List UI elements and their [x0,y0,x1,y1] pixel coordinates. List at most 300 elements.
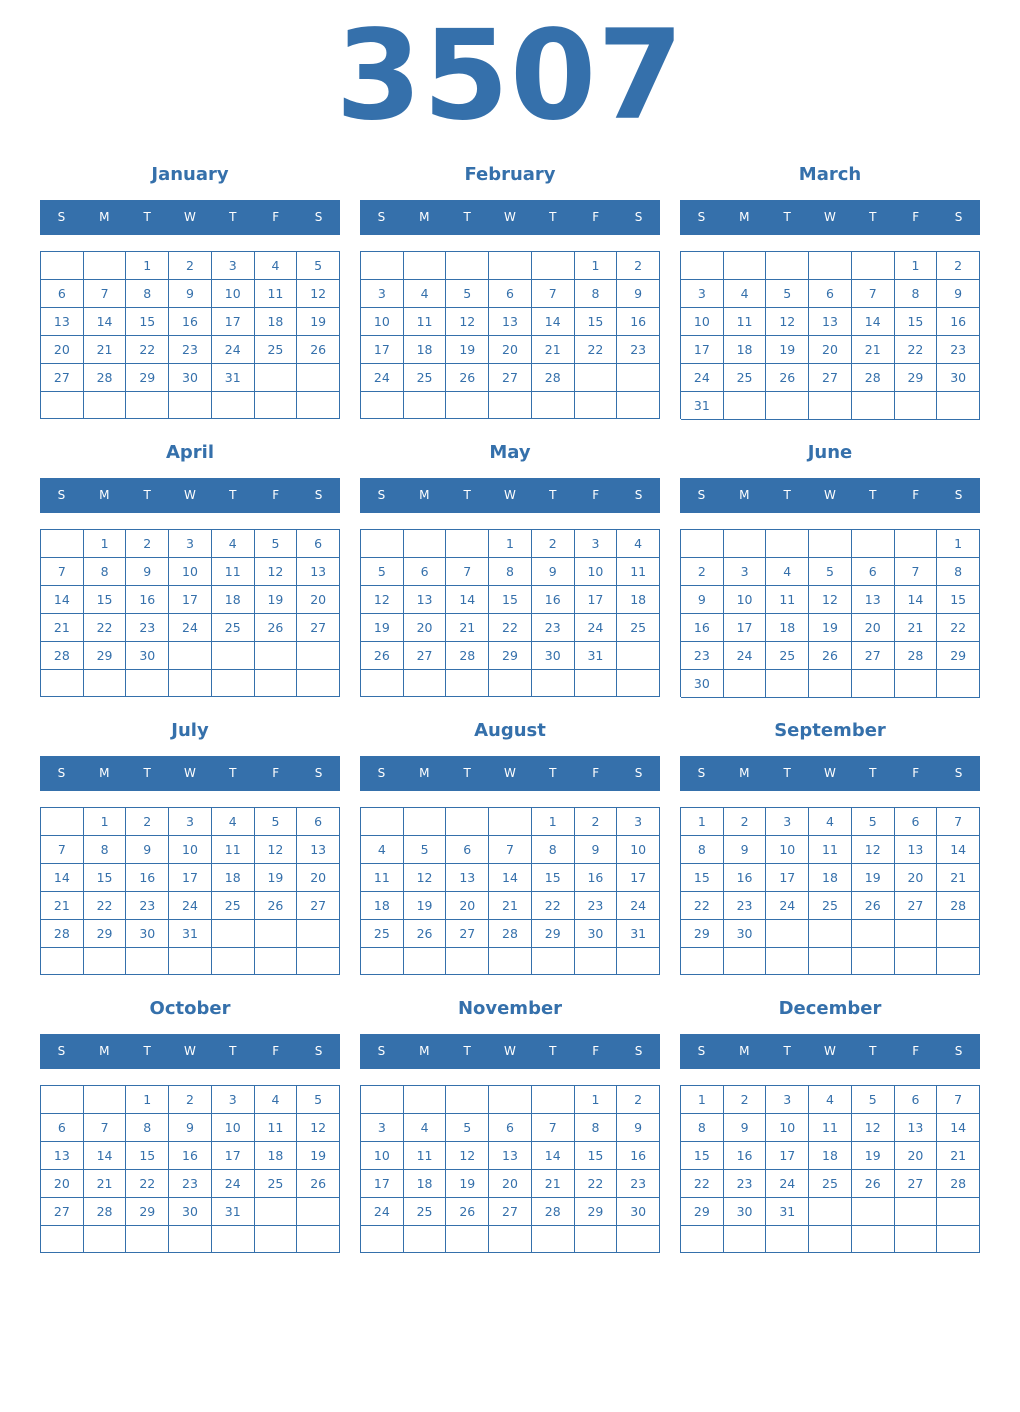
day-cell: 25 [809,1170,852,1198]
day-cell: 29 [532,920,575,948]
day-cell: 11 [212,558,255,586]
day-grid [40,251,340,419]
day-cell: 8 [681,1114,724,1142]
day-cell: 9 [575,836,618,864]
day-cell: 3 [617,808,660,836]
day-cell: 25 [255,336,298,364]
day-cell: 6 [404,558,447,586]
day-cell: 23 [681,642,724,670]
empty-day-cell [297,670,340,697]
empty-day-cell [297,1198,340,1226]
day-cell: 9 [532,558,575,586]
day-cell: 27 [41,1198,84,1226]
day-cell: 30 [169,364,212,392]
day-cell: 15 [937,586,980,614]
weekday-label: S [314,210,323,224]
weekday-label: W [824,488,836,502]
month-february [360,160,660,422]
day-cell: 13 [489,308,532,336]
day-cell: 25 [724,364,767,392]
weekday-label: F [272,488,280,502]
day-cell: 18 [724,336,767,364]
empty-day-cell [489,1086,532,1114]
day-cell: 21 [446,614,489,642]
day-grid [40,1085,340,1253]
day-cell: 16 [937,308,980,336]
day-cell: 2 [724,808,767,836]
day-cell: 1 [575,252,618,280]
day-cell: 13 [297,836,340,864]
weekday-label: M [99,1044,110,1058]
day-cell: 21 [937,1142,980,1170]
empty-day-cell [84,252,127,280]
weekday-label: T [229,766,237,780]
day-cell: 8 [84,558,127,586]
weekday-label: F [912,1044,920,1058]
day-cell: 10 [169,558,212,586]
day-cell: 14 [489,864,532,892]
weekday-label: F [272,1044,280,1058]
weekday-label: S [697,488,706,502]
day-cell: 21 [937,864,980,892]
day-cell: 30 [532,642,575,670]
day-cell: 7 [84,1114,127,1142]
day-cell: 22 [681,892,724,920]
empty-day-cell [766,530,809,558]
day-cell: 19 [852,1142,895,1170]
empty-day-cell [681,530,724,558]
day-cell: 1 [126,252,169,280]
weekday-label: S [57,1044,66,1058]
day-cell: 20 [895,864,938,892]
day-cell: 9 [169,280,212,308]
day-cell: 11 [809,836,852,864]
day-cell: 23 [169,336,212,364]
weekday-label: T [143,766,151,780]
day-grid [360,1085,660,1253]
day-cell: 8 [84,836,127,864]
day-cell: 26 [852,1170,895,1198]
day-cell: 14 [895,586,938,614]
day-cell: 22 [126,336,169,364]
day-cell: 15 [126,308,169,336]
day-cell: 23 [575,892,618,920]
day-cell: 27 [489,364,532,392]
empty-day-cell [809,1198,852,1226]
day-cell: 8 [575,1114,618,1142]
empty-day-cell [809,252,852,280]
day-cell: 4 [809,808,852,836]
month-name: May [489,442,531,463]
day-cell: 1 [575,1086,618,1114]
empty-day-cell [126,392,169,419]
weekday-label: T [869,766,877,780]
day-cell: 11 [766,586,809,614]
month-may [360,438,660,700]
day-cell: 11 [255,280,298,308]
weekday-label: S [57,210,66,224]
month-name: April [165,442,215,463]
empty-day-cell [361,392,404,419]
empty-day-cell [41,948,84,975]
day-cell: 4 [724,280,767,308]
empty-day-cell [361,530,404,558]
empty-day-cell [895,1226,938,1253]
day-cell: 30 [937,364,980,392]
day-cell: 7 [532,280,575,308]
day-cell: 12 [809,586,852,614]
day-cell: 1 [681,1086,724,1114]
day-cell: 15 [575,308,618,336]
month-name: December [778,998,882,1019]
day-cell: 15 [681,864,724,892]
weekday-label: W [184,1044,196,1058]
day-cell: 17 [361,1170,404,1198]
day-cell: 5 [404,836,447,864]
day-cell: 25 [404,1198,447,1226]
day-cell: 31 [212,364,255,392]
empty-day-cell [212,670,255,697]
weekday-label: S [377,488,386,502]
empty-day-cell [404,392,447,419]
day-cell: 17 [212,308,255,336]
day-cell: 19 [766,336,809,364]
day-cell: 28 [852,364,895,392]
empty-day-cell [404,808,447,836]
weekday-label: M [739,488,750,502]
day-cell: 29 [895,364,938,392]
day-cell: 20 [489,1170,532,1198]
day-cell: 15 [532,864,575,892]
month-name: July [171,720,209,741]
day-cell: 26 [297,1170,340,1198]
day-cell: 11 [255,1114,298,1142]
day-grid [360,251,660,419]
month-name: August [474,720,546,741]
day-cell: 4 [404,1114,447,1142]
month-july [40,716,340,978]
day-cell: 1 [84,808,127,836]
empty-day-cell [852,1226,895,1253]
empty-day-cell [41,808,84,836]
day-cell: 7 [41,558,84,586]
day-cell: 25 [212,614,255,642]
weekday-label: T [783,1044,791,1058]
day-cell: 5 [446,1114,489,1142]
day-cell: 14 [532,308,575,336]
weekday-label: S [634,766,643,780]
day-cell: 26 [446,364,489,392]
day-cell: 2 [724,1086,767,1114]
day-cell: 24 [169,614,212,642]
empty-day-cell [404,1226,447,1253]
day-cell: 18 [255,308,298,336]
day-cell: 1 [126,1086,169,1114]
day-cell: 2 [532,530,575,558]
day-cell: 5 [852,808,895,836]
weekday-label: T [463,766,471,780]
day-cell: 23 [724,1170,767,1198]
empty-day-cell [724,392,767,420]
day-cell: 1 [937,530,980,558]
day-cell: 29 [84,920,127,948]
day-cell: 4 [404,280,447,308]
day-cell: 21 [84,1170,127,1198]
weekday-header [360,1034,660,1069]
day-cell: 24 [575,614,618,642]
day-cell: 8 [532,836,575,864]
day-cell: 1 [84,530,127,558]
day-cell: 5 [766,280,809,308]
day-cell: 29 [126,364,169,392]
day-cell: 10 [361,1142,404,1170]
empty-day-cell [361,252,404,280]
day-cell: 17 [617,864,660,892]
day-cell: 21 [41,614,84,642]
day-cell: 6 [852,558,895,586]
weekday-label: M [419,210,430,224]
weekday-label: S [377,766,386,780]
day-cell: 22 [895,336,938,364]
day-cell: 19 [297,308,340,336]
day-cell: 27 [489,1198,532,1226]
day-cell: 19 [361,614,404,642]
day-cell: 7 [937,1086,980,1114]
day-cell: 7 [532,1114,575,1142]
empty-day-cell [617,392,660,419]
day-cell: 20 [41,336,84,364]
weekday-label: S [697,766,706,780]
day-cell: 11 [404,1142,447,1170]
empty-day-cell [617,948,660,975]
day-cell: 28 [446,642,489,670]
empty-day-cell [852,1198,895,1226]
empty-day-cell [766,670,809,698]
day-cell: 4 [212,530,255,558]
day-cell: 27 [852,642,895,670]
day-cell: 23 [126,614,169,642]
day-cell: 20 [404,614,447,642]
day-cell: 30 [724,920,767,948]
day-cell: 24 [212,1170,255,1198]
empty-day-cell [169,948,212,975]
day-cell: 2 [681,558,724,586]
empty-day-cell [361,808,404,836]
day-cell: 10 [766,836,809,864]
day-cell: 8 [937,558,980,586]
day-cell: 2 [575,808,618,836]
day-cell: 27 [297,614,340,642]
day-cell: 30 [724,1198,767,1226]
weekday-label: M [99,488,110,502]
empty-day-cell [212,392,255,419]
day-cell: 25 [404,364,447,392]
day-grid [40,529,340,697]
day-cell: 20 [852,614,895,642]
day-cell: 6 [489,1114,532,1142]
day-cell: 22 [84,614,127,642]
weekday-label: S [377,210,386,224]
day-cell: 23 [724,892,767,920]
weekday-label: S [634,488,643,502]
empty-day-cell [895,392,938,420]
weekday-label: T [783,210,791,224]
day-cell: 29 [681,1198,724,1226]
day-cell: 26 [255,614,298,642]
empty-day-cell [489,252,532,280]
day-cell: 23 [937,336,980,364]
empty-day-cell [617,670,660,697]
empty-day-cell [297,392,340,419]
day-cell: 11 [724,308,767,336]
empty-day-cell [809,920,852,948]
empty-day-cell [446,1226,489,1253]
weekday-label: F [592,766,600,780]
day-cell: 15 [681,1142,724,1170]
empty-day-cell [852,252,895,280]
day-cell: 12 [255,558,298,586]
day-cell: 10 [212,1114,255,1142]
day-cell: 21 [532,1170,575,1198]
weekday-label: W [184,766,196,780]
empty-day-cell [681,948,724,975]
day-cell: 28 [41,642,84,670]
day-cell: 11 [361,864,404,892]
month-october [40,994,340,1256]
day-cell: 20 [297,586,340,614]
day-cell: 24 [724,642,767,670]
day-cell: 13 [41,1142,84,1170]
day-cell: 27 [41,364,84,392]
day-cell: 9 [169,1114,212,1142]
day-cell: 3 [575,530,618,558]
empty-day-cell [212,920,255,948]
day-cell: 18 [255,1142,298,1170]
day-cell: 3 [724,558,767,586]
empty-day-cell [489,392,532,419]
empty-day-cell [489,808,532,836]
empty-day-cell [404,670,447,697]
day-cell: 11 [404,308,447,336]
day-cell: 22 [575,1170,618,1198]
empty-day-cell [126,670,169,697]
empty-day-cell [852,530,895,558]
weekday-label: T [463,210,471,224]
empty-day-cell [212,1226,255,1253]
empty-day-cell [41,1086,84,1114]
day-cell: 14 [446,586,489,614]
day-cell: 3 [766,808,809,836]
day-cell: 16 [532,586,575,614]
weekday-label: T [869,488,877,502]
day-cell: 24 [212,336,255,364]
month-name: February [464,164,556,185]
day-cell: 30 [617,1198,660,1226]
day-cell: 14 [41,864,84,892]
empty-day-cell [41,1226,84,1253]
day-cell: 28 [937,1170,980,1198]
weekday-label: M [99,766,110,780]
day-grid [680,529,980,697]
day-cell: 4 [255,252,298,280]
day-cell: 6 [809,280,852,308]
day-cell: 2 [126,808,169,836]
day-cell: 4 [809,1086,852,1114]
day-grid [680,1085,980,1253]
empty-day-cell [937,670,980,698]
weekday-label: S [954,1044,963,1058]
empty-day-cell [809,948,852,975]
empty-day-cell [937,1198,980,1226]
calendar-year-title: 3507 [335,4,685,148]
day-cell: 31 [766,1198,809,1226]
weekday-header [360,756,660,791]
day-cell: 12 [446,308,489,336]
day-cell: 19 [809,614,852,642]
empty-day-cell [255,670,298,697]
day-cell: 12 [361,586,404,614]
weekday-label: S [314,766,323,780]
weekday-label: T [549,210,557,224]
weekday-label: F [272,210,280,224]
empty-day-cell [41,392,84,419]
empty-day-cell [681,252,724,280]
day-cell: 20 [297,864,340,892]
weekday-label: F [592,1044,600,1058]
day-cell: 8 [575,280,618,308]
day-cell: 22 [532,892,575,920]
day-cell: 16 [724,1142,767,1170]
empty-day-cell [297,1226,340,1253]
empty-day-cell [297,642,340,670]
empty-day-cell [404,252,447,280]
weekday-label: T [463,488,471,502]
day-cell: 14 [84,1142,127,1170]
day-cell: 25 [809,892,852,920]
day-cell: 19 [297,1142,340,1170]
day-cell: 1 [532,808,575,836]
weekday-label: F [912,766,920,780]
day-cell: 13 [895,836,938,864]
weekday-label: M [99,210,110,224]
empty-day-cell [446,530,489,558]
day-cell: 6 [446,836,489,864]
empty-day-cell [852,948,895,975]
weekday-label: M [419,1044,430,1058]
empty-day-cell [84,948,127,975]
day-cell: 29 [681,920,724,948]
day-cell: 30 [681,670,724,698]
weekday-header [40,1034,340,1069]
day-cell: 27 [895,1170,938,1198]
empty-day-cell [766,392,809,420]
empty-day-cell [84,1226,127,1253]
empty-day-cell [681,1226,724,1253]
weekday-label: T [783,766,791,780]
empty-day-cell [169,392,212,419]
weekday-label: T [229,1044,237,1058]
day-cell: 15 [895,308,938,336]
day-cell: 10 [575,558,618,586]
day-cell: 3 [681,280,724,308]
month-name: January [151,164,229,185]
month-march [680,160,980,422]
empty-day-cell [724,530,767,558]
day-cell: 5 [255,808,298,836]
day-cell: 5 [446,280,489,308]
day-cell: 18 [404,1170,447,1198]
day-cell: 2 [937,252,980,280]
